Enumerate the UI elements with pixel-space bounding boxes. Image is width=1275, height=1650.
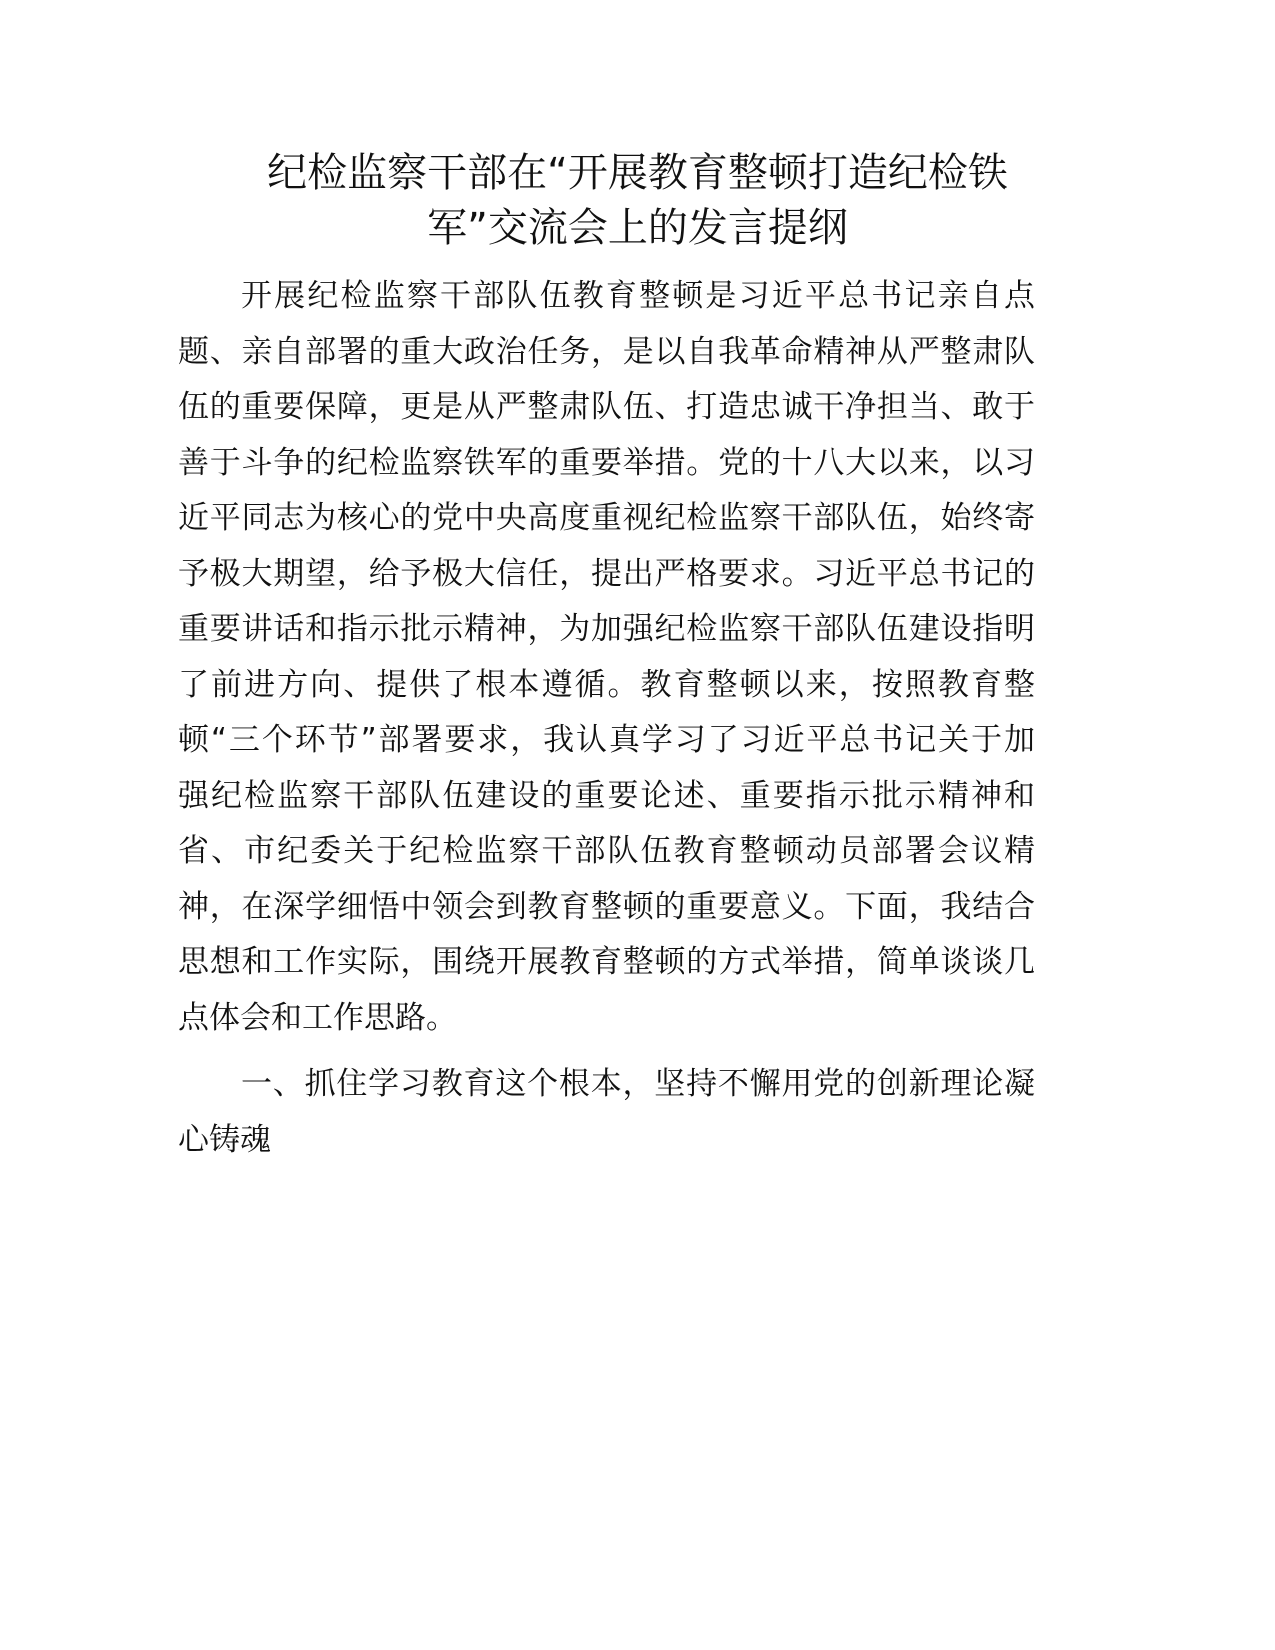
text-line: 重要讲话和指示批示精神，为加强纪检监察干部队伍建设指明 <box>178 611 1035 647</box>
title-line: 纪检监察干部在“开展教育整顿打造纪检铁 <box>267 150 1008 196</box>
text-line: 顿“三个环节”部署要求，我认真学习了习近平总书记关于加 <box>178 722 1035 758</box>
document-title <box>150 146 1125 256</box>
text-line: 神，在深学细悟中领会到教育整顿的重要意义。下面，我结合 <box>178 888 1035 925</box>
text-line: 善于斗争的纪检监察铁军的重要举措。党的十八大以来，以习 <box>178 444 1035 481</box>
text-line: 思想和工作实际，围绕开展教育整顿的方式举措，简单谈谈几 <box>178 944 1035 980</box>
section-heading-paragraph <box>178 1057 1035 1168</box>
text-line: 心铸魂 <box>178 1121 271 1158</box>
intro-paragraph <box>178 269 1035 1046</box>
title-line: 军”交流会上的发言提纲 <box>427 205 848 251</box>
text-line: 了前进方向、提供了根本遵循。教育整顿以来，按照教育整 <box>178 666 1035 703</box>
document-body <box>178 269 1035 1179</box>
text-line: 强纪检监察干部队伍建设的重要论述、重要指示批示精神和 <box>178 777 1035 814</box>
text-line: 开展纪检监察干部队伍教育整顿是习近平总书记亲自点 <box>241 278 1035 314</box>
text-line: 点体会和工作思路。 <box>178 999 457 1036</box>
text-line: 近平同志为核心的党中央高度重视纪检监察干部队伍，始终寄 <box>178 500 1035 536</box>
text-line: 省、市纪委关于纪检监察干部队伍教育整顿动员部署会议精 <box>178 833 1035 869</box>
text-line: 予极大期望，给予极大信任，提出严格要求。习近平总书记的 <box>178 555 1035 592</box>
text-line: 伍的重要保障，更是从严整肃队伍、打造忠诚干净担当、敢于 <box>178 389 1035 425</box>
text-line: 题、亲自部署的重大政治任务，是以自我革命精神从严整肃队 <box>178 333 1035 370</box>
text-line: 一、抓住学习教育这个根本，坚持不懈用党的创新理论凝 <box>241 1066 1035 1102</box>
